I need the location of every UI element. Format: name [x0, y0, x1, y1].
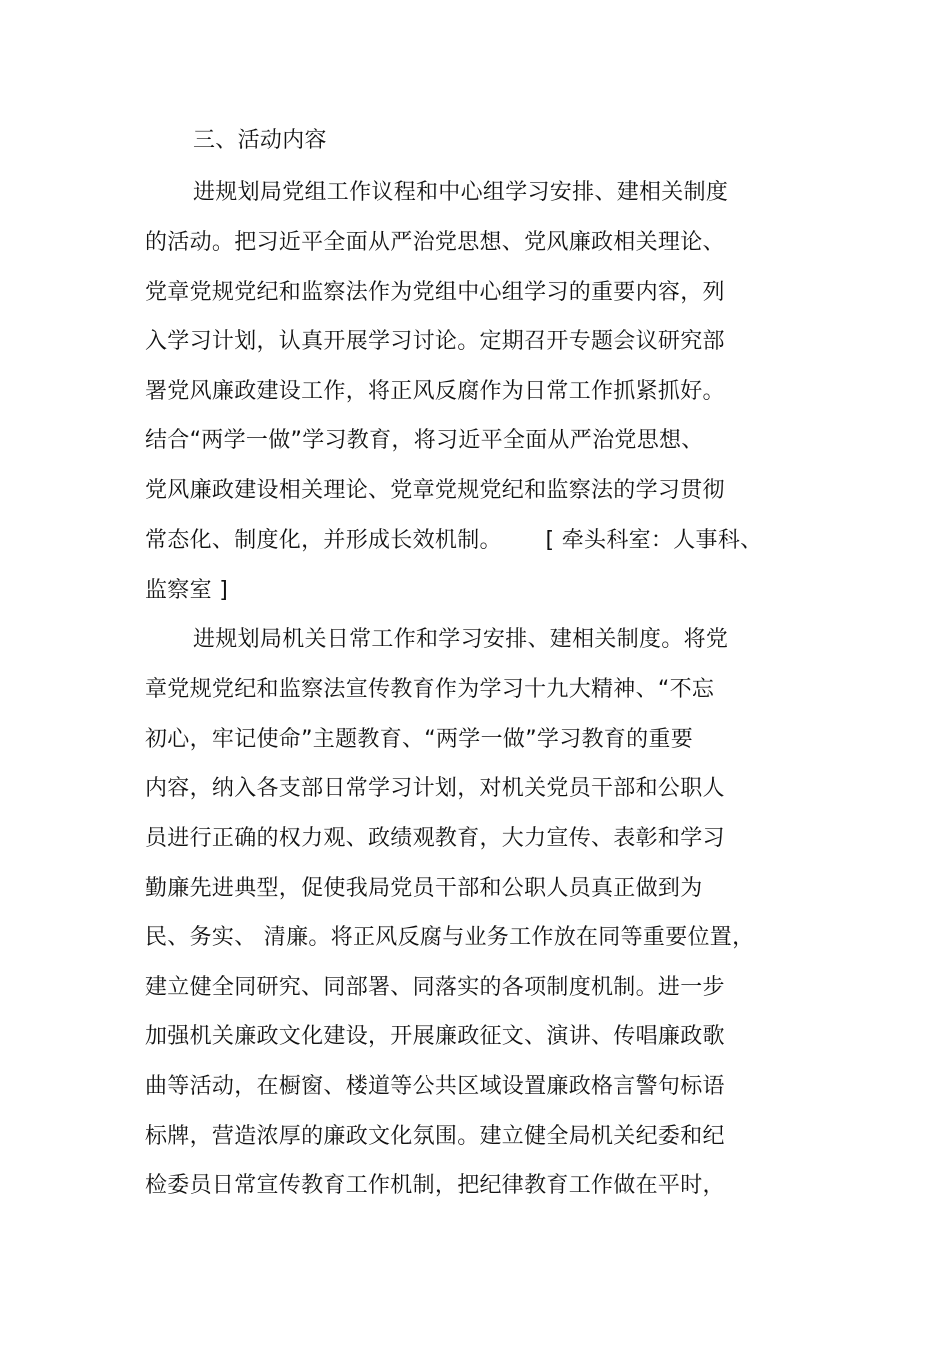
paragraph-2-line-10: 曲等活动，在橱窗、楼道等公共区域设置廉政格言警句标语	[145, 1074, 725, 1099]
paragraph-1-line-1: 进规划局党组工作议程和中心组学习安排、建相关制度	[193, 180, 729, 205]
paragraph-2-line-6: 勤廉先进典型，促使我局党员干部和公职人员真正做到为	[145, 876, 703, 901]
paragraph-2-line-3: 初心，牢记使命”主题教育、“两学一做”学习教育的重要	[145, 727, 693, 752]
section-heading: 三、活动内容	[193, 128, 327, 153]
paragraph-1-line-9: 监察室 ]	[145, 578, 229, 603]
paragraph-2-line-2: 章党规党纪和监察法宣传教育作为学习十九大精神、“不忘	[145, 677, 715, 702]
paragraph-1-line-7: 党风廉政建设相关理论、党章党规党纪和监察法的学习贯彻	[145, 478, 725, 503]
paragraph-1-line-4: 入学习计划，认真开展学习讨论。定期召开专题会议研究部	[145, 329, 725, 354]
paragraph-2-line-9: 加强机关廉政文化建设，开展廉政征文、演讲、传唱廉政歌	[145, 1024, 725, 1049]
paragraph-1-line-8: 常态化、制度化，并形成长效机制。 [ 牵头科室：人事科、	[145, 528, 763, 553]
paragraph-2-line-7: 民、务实、 清廉。将正风反腐与业务工作放在同等重要位置，	[145, 925, 755, 950]
paragraph-1-line-2: 的活动。把习近平全面从严治党思想、党风廉政相关理论、	[145, 230, 725, 255]
paragraph-2-line-5: 员进行正确的权力观、政绩观教育，大力宣传、表彰和学习	[145, 826, 725, 851]
paragraph-2-line-4: 内容，纳入各支部日常学习计划，对机关党员干部和公职人	[145, 776, 725, 801]
paragraph-1-line-5: 署党风廉政建设工作，将正风反腐作为日常工作抓紧抓好。	[145, 379, 725, 404]
paragraph-1-line-6: 结合“两学一做”学习教育，将习近平全面从严治党思想、	[145, 428, 704, 453]
paragraph-2-line-12: 检委员日常宣传教育工作机制，把纪律教育工作做在平时，	[145, 1173, 725, 1198]
paragraph-2-line-11: 标牌，营造浓厚的廉政文化氛围。建立健全局机关纪委和纪	[145, 1124, 725, 1149]
paragraph-1-line-3: 党章党规党纪和监察法作为党组中心组学习的重要内容，列	[145, 280, 725, 305]
paragraph-2-line-8: 建立健全同研究、同部署、同落实的各项制度机制。进一步	[145, 975, 725, 1000]
paragraph-2-line-1: 进规划局机关日常工作和学习安排、建相关制度。将党	[193, 627, 729, 652]
